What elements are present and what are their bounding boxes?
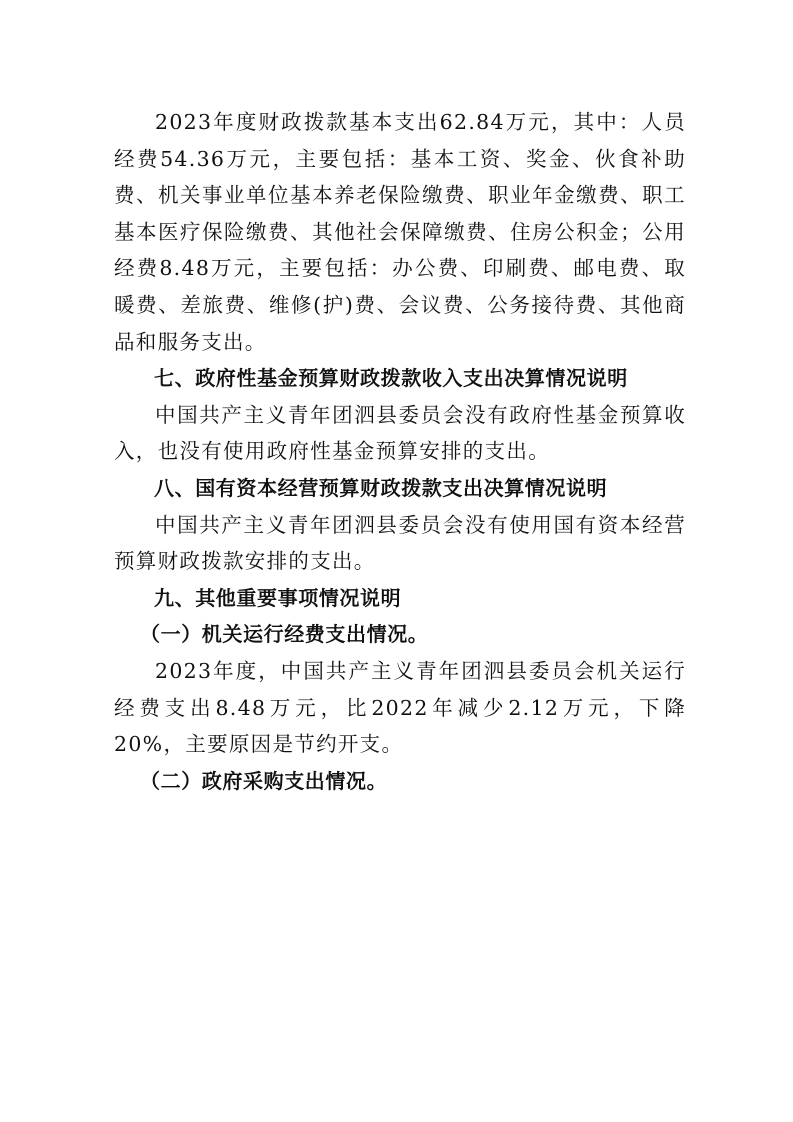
section-heading-8: 八、国有资本经营预算财政拨款支出决算情况说明 [154, 475, 608, 500]
subsection-heading-2: （二）政府采购支出情况。 [140, 768, 388, 793]
section-heading-7: 七、政府性基金预算财政拨款收入支出决算情况说明 [154, 366, 628, 391]
paragraph-state-capital: 中国共产主义青年团泗县委员会没有使用国有资本经营预算财政拨款安排的支出。 [114, 512, 686, 574]
paragraph-basic-expenditure: 2023年度财政拨款基本支出62.84万元，其中：人员经费54.36万元，主要包括：基本工资、奖金、伙食补助费、机关事业单位基本养老保险缴费、职业年金缴费、职工基本医疗保险缴费、其他社会保障缴费、住房公积金；公用经费8.48万元，主要包括：办公费、印刷费、邮电费、取暖费、差旅费、维修(护)费、会议费、公务接待费、其他商品和服务支出。 [114, 110, 686, 354]
paragraph-operating-expenses: 2023年度，中国共产主义青年团泗县委员会机关运行经费支出8.48万元，比2022年减少2.12万元，下降20%，主要原因是节约开支。 [114, 658, 686, 757]
subsection-heading-1: （一）机关运行经费支出情况。 [140, 622, 429, 647]
paragraph-government-fund: 中国共产主义青年团泗县委员会没有政府性基金预算收入，也没有使用政府性基金预算安排的支出。 [114, 402, 686, 464]
document-body [114, 104, 686, 799]
section-heading-9: 九、其他重要事项情况说明 [154, 585, 402, 610]
